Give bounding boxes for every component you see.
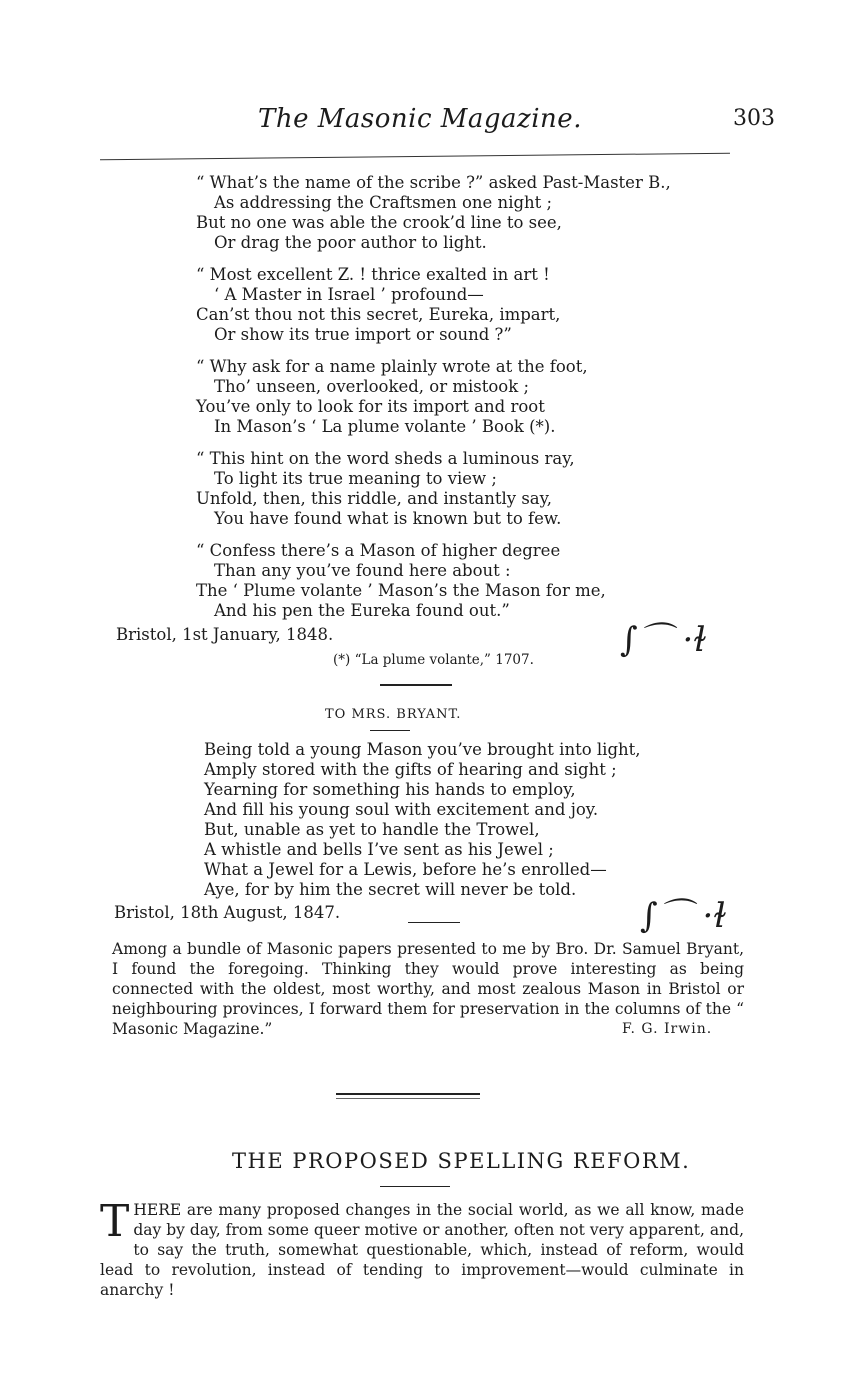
poem-line: Tho’ unseen, overlooked, or mistook ;: [214, 377, 530, 396]
editor-note: Among a bundle of Masonic papers presented to me by Bro. Dr. Samuel Bryant, I found the foregoing. Thinking they would prove interesting as being connected with the oldest, most worthy, and most zealous Mason in Bristol or neighbouring provinces, I forward them for preservation in the columns of the “ Masonic Magazine.”: [112, 940, 744, 1038]
stanza-4: [196, 449, 671, 529]
poem-title: TO MRS. BRYANT.: [325, 707, 462, 722]
article-body: [100, 1196, 744, 1300]
poem-line: And his pen the Eureka found out.”: [214, 601, 510, 620]
note-author: F. G. Irwin.: [622, 1021, 713, 1037]
title-underline: [380, 1186, 450, 1187]
poem-line: But no one was able the crook’d line to see,: [196, 213, 562, 232]
poem-line: “ What’s the name of the scribe ?” asked Past-Master B.,: [196, 173, 671, 192]
poem-line: You’ve only to look for its import and root: [196, 397, 545, 416]
footnote: (*) “La plume volante,” 1707.: [333, 652, 534, 668]
poem-line: Than any you’ve found here about :: [214, 561, 511, 580]
poem-line: In Mason’s ‘ La plume volante ’ Book (*).: [214, 417, 556, 436]
stanza-5: [196, 541, 671, 621]
handwritten-signature: ∫⌒ ·ɫ: [620, 620, 707, 660]
handwritten-signature: ∫⌒ ·ɫ: [640, 896, 727, 936]
poem-line: To light its true meaning to view ;: [214, 469, 497, 488]
poem-line: Yearning for something his hands to employ,: [204, 780, 576, 799]
header-rule: [100, 153, 730, 161]
stanza-1: [196, 173, 671, 253]
poem-line: ‘ A Master in Israel ’ profound—: [214, 285, 484, 304]
poem-line: A whistle and bells I’ve sent as his Jewel ;: [204, 840, 554, 859]
drop-cap: T: [100, 1196, 130, 1247]
section-divider: [380, 684, 452, 686]
title-underline: [370, 730, 410, 731]
poem-line: “ Why ask for a name plainly wrote at the foot,: [196, 357, 588, 376]
ornamental-rule: [336, 1093, 480, 1099]
poem-eureka: [196, 173, 671, 621]
poem-line: The ‘ Plume volante ’ Mason’s the Mason for me,: [196, 581, 606, 600]
poem-to-mrs-bryant: [204, 740, 641, 900]
poem-line: As addressing the Craftsmen one night ;: [214, 193, 553, 212]
poem-line: Can’st thou not this secret, Eureka, impart,: [196, 305, 561, 324]
poem-line: Aye, for by him the secret will never be told.: [204, 880, 577, 899]
section-divider: [408, 922, 460, 923]
poem-line: And fill his young soul with excitement and joy.: [204, 800, 599, 819]
poem-line: “ Confess there’s a Mason of higher degree: [196, 541, 561, 560]
poem-place-date: Bristol, 18th August, 1847.: [114, 903, 341, 922]
poem-line: You have found what is known but to few.: [214, 509, 562, 528]
running-header-title: The Masonic Magazine.: [258, 104, 582, 134]
article-title: THE PROPOSED SPELLING REFORM.: [232, 1149, 691, 1173]
article-text: HERE are many proposed changes in the social world, as we all know, made day by day, from some queer motive or another, often not very apparent, and, to say the truth, somewhat questionable, which, instead of reform, would lead to revolution, instead of tending to improvement—would culminate in anarchy !: [100, 1201, 744, 1299]
poem-line: Being told a young Mason you’ve brought into light,: [204, 740, 641, 759]
poem-line: Amply stored with the gifts of hearing and sight ;: [204, 760, 617, 779]
stanza-2: [196, 265, 671, 345]
poem-line: “ This hint on the word sheds a luminous ray,: [196, 449, 575, 468]
poem-line: What a Jewel for a Lewis, before he’s enrolled—: [204, 860, 607, 879]
poem-place-date: Bristol, 1st January, 1848.: [116, 625, 334, 644]
poem-line: But, unable as yet to handle the Trowel,: [204, 820, 540, 839]
page-number: 303: [733, 106, 775, 131]
poem-line: Unfold, then, this riddle, and instantly say,: [196, 489, 552, 508]
poem-line: “ Most excellent Z. ! thrice exalted in art !: [196, 265, 550, 284]
stanza-3: [196, 357, 671, 437]
poem-line: Or drag the poor author to light.: [214, 233, 487, 252]
poem-line: Or show its true import or sound ?”: [214, 325, 512, 344]
